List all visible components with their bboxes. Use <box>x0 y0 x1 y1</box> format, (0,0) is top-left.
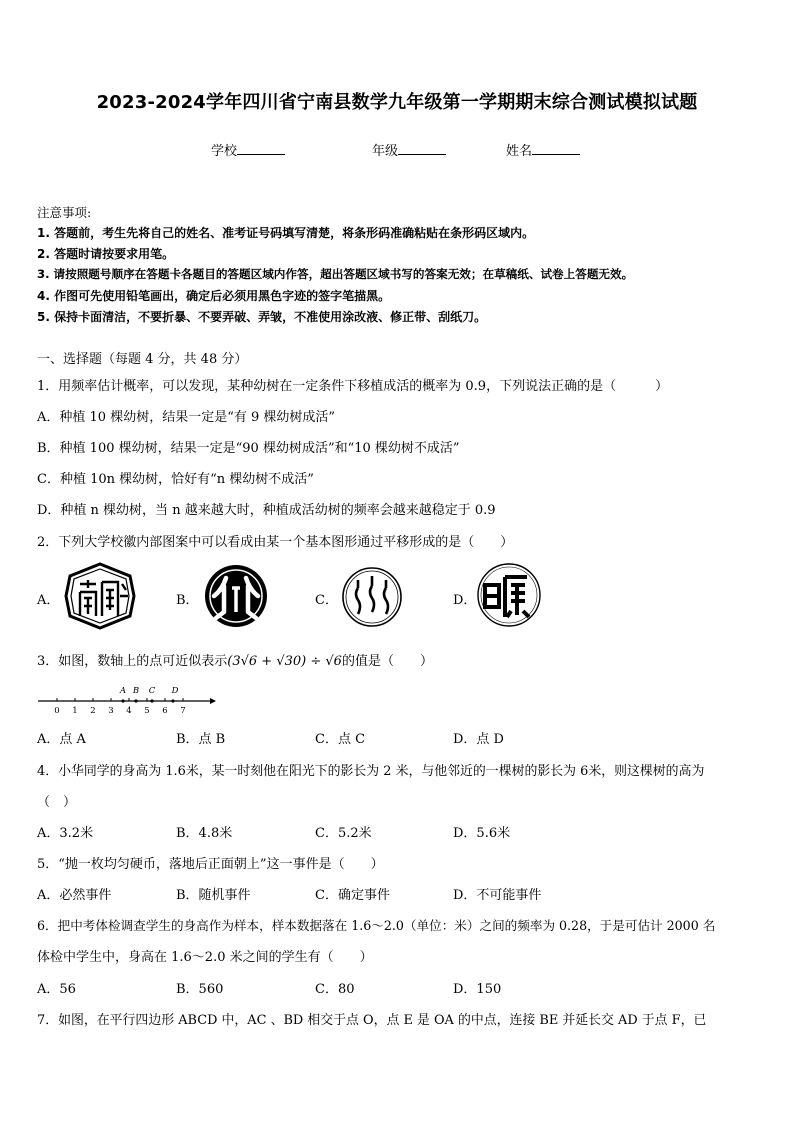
emblem-a-image <box>64 562 136 630</box>
q4-stem: 4．小华同学的身高为 1.6米，某一时刻他在阳光下的影长为 2 米，与他邻近的一棵树的影长为 6米，则这棵树的高为 <box>37 764 705 779</box>
point-b-dot <box>134 699 137 702</box>
tick-label: 4 <box>126 706 132 716</box>
q5-option-d: D．不可能事件 <box>453 888 542 903</box>
q4-stem-cont: （ ） <box>37 795 77 810</box>
grade-field <box>372 140 446 159</box>
school-label: 学校 <box>211 144 238 159</box>
q6-option-a: A．56 <box>37 982 76 997</box>
note-item: 4. 作图可先使用铅笔画出，确定后必须用黑色字迹的签字笔描黑。 <box>37 289 391 303</box>
q3-stem <box>37 650 433 669</box>
q2-label-b: B． <box>176 593 199 608</box>
q5-option-b: B．随机事件 <box>176 888 251 903</box>
section-heading: 一、选择题（每题 4 分，共 48 分） <box>37 352 248 367</box>
q6-stem: 6．把中考体检调查学生的身高作为样本，样本数据落在 1.6～2.0（单位：米）之间的频率为 0.28，于是可估计 2000 名 <box>37 918 716 933</box>
q1-stem: 1．用频率估计概率，可以发现，某种幼树在一定条件下移植成活的概率为 0.9，下列说法正确的是（ ） <box>37 379 669 394</box>
point-label: D <box>171 686 179 696</box>
name-field <box>506 140 580 159</box>
note-item: 3. 请按照题号顺序在答题卡各题目的答题区域内作答，超出答题区域书写的答案无效；在草稿纸、试卷上答题无效。 <box>37 267 634 281</box>
q3-option-c: C．点 C <box>315 732 366 747</box>
q3-stem-before: 3．如图，数轴上的点可近似表示 <box>37 654 228 669</box>
q5-stem: 5．“抛一枚均匀硬币，落地后正面朝上”这一事件是（ ） <box>37 857 384 872</box>
q4-option-c: C．5.2米 <box>315 826 372 841</box>
emblem-d-image <box>477 563 541 627</box>
tick-label: 0 <box>54 706 60 716</box>
note-item: 1. 答题前，考生先将自己的姓名、准考证号码填写清楚，将条形码准确粘贴在条形码区域内。 <box>37 226 535 240</box>
point-label: C <box>148 686 156 696</box>
tick-label: 3 <box>108 706 114 716</box>
note-item: 5. 保持卡面清洁，不要折暴、不要弄破、弄皱，不准使用涂改液、修正带、刮纸刀。 <box>37 310 487 324</box>
q3-expression: (3√6 + √30) ÷ √6 <box>227 654 342 669</box>
q5-option-c: C．确定事件 <box>315 888 390 903</box>
grade-label: 年级 <box>372 144 399 159</box>
q3-option-b: B．点 B <box>176 732 226 747</box>
q1-option-c: C．种植 10n 棵幼树，恰好有“n 棵幼树不成活” <box>37 472 314 487</box>
emblem-c-image <box>341 566 403 628</box>
tick-label: 7 <box>180 706 186 716</box>
axis-arrow <box>210 698 216 704</box>
grade-blank <box>398 143 446 155</box>
page-title: 2023-2024学年四川省宁南县数学九年级第一学期期末综合测试模拟试题 <box>96 92 698 113</box>
point-d-dot <box>171 699 174 702</box>
q4-option-d: D．5.6米 <box>453 826 511 841</box>
point-c-dot <box>150 699 153 702</box>
point-label: B <box>132 686 140 696</box>
q3-option-d: D．点 D <box>453 732 504 747</box>
school-field <box>211 140 285 159</box>
q4-option-b: B．4.8米 <box>176 826 233 841</box>
tick-label: 2 <box>90 706 96 716</box>
tick-label: 5 <box>144 706 150 716</box>
q2-label-c: C． <box>315 593 338 608</box>
q6-stem-cont: 体检中学生中，身高在 1.6～2.0 米之间的学生有（ ） <box>37 950 373 965</box>
school-blank <box>237 143 285 155</box>
q1-option-b: B．种植 100 棵幼树，结果一定是“90 棵幼树成活”和“10 棵幼树不成活” <box>37 441 460 456</box>
q2-stem: 2．下列大学校徽内部图案中可以看成由某一个基本图形通过平移形成的是（ ） <box>37 535 514 550</box>
q7-stem: 7．如图，在平行四边形 ABCD 中，AC 、BD 相交于点 O，点 E 是 OA 的中点，连接 BE 并延长交 AD 于点 F，已 <box>37 1013 707 1028</box>
tick-label: 1 <box>72 706 78 716</box>
q3-number-line <box>38 683 218 717</box>
notes-heading: 注意事项: <box>37 205 92 220</box>
name-blank <box>532 143 580 155</box>
emblem-b-image <box>204 564 268 628</box>
q2-label-a: A． <box>37 593 60 608</box>
q3-option-a: A．点 A <box>37 732 86 747</box>
tick-label: 6 <box>162 706 168 716</box>
q4-option-a: A．3.2米 <box>37 826 94 841</box>
q6-option-b: B．560 <box>176 982 224 997</box>
note-item: 2. 答题时请按要求用笔。 <box>37 247 175 261</box>
q5-option-a: A．必然事件 <box>37 888 112 903</box>
point-label: A <box>119 686 127 696</box>
q1-option-a: A．种植 10 棵幼树，结果一定是“有 9 棵幼树成活” <box>37 410 336 425</box>
q2-label-d: D． <box>453 593 477 608</box>
point-a-dot <box>121 699 124 702</box>
q1-option-d: D．种植 n 棵幼树，当 n 越来越大时，种植成活幼树的频率会越来越稳定于 0.9 <box>37 503 496 518</box>
name-label: 姓名 <box>506 144 533 159</box>
q3-stem-after: 的值是（ ） <box>341 654 433 669</box>
q6-option-d: D．150 <box>453 982 502 997</box>
q6-option-c: C．80 <box>315 982 355 997</box>
